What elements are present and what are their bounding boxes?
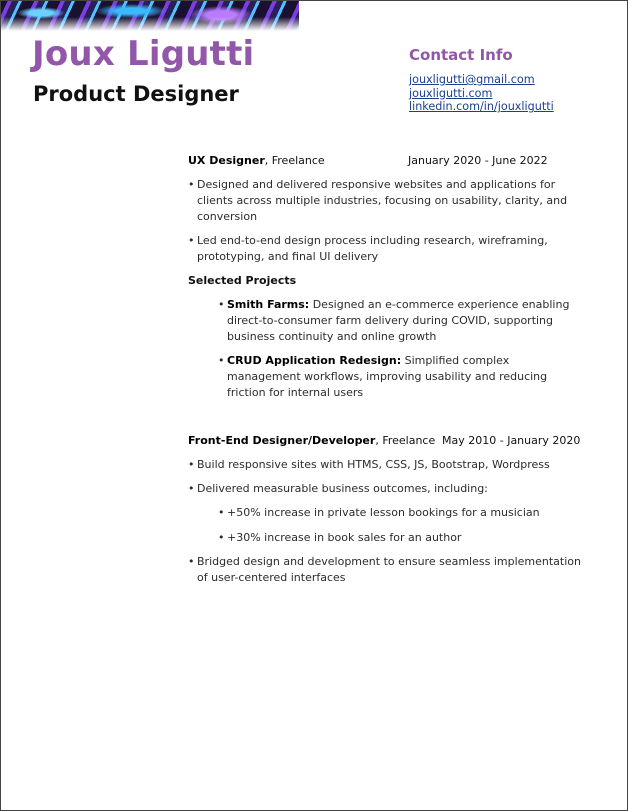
- job-header: [188, 433, 583, 449]
- website-link[interactable]: jouxligutti.com: [409, 86, 493, 100]
- outcome-item: • +50% increase in private lesson bookings for a musician: [218, 506, 540, 519]
- candidate-name: Joux Ligutti: [32, 34, 255, 74]
- project-description: Simplified complex management workflows, improving usability and reducing friction for internal users: [227, 354, 548, 399]
- project-description: Designed an e-commerce experience enabling direct-to-consumer farm delivery during COVID, supporting business continuity and online growth: [227, 298, 570, 343]
- job-role: Front-End Designer/Developer: [188, 434, 376, 447]
- decorative-banner: [1, 1, 299, 31]
- project-name: Smith Farms:: [227, 298, 310, 311]
- contact-heading: Contact Info: [409, 46, 513, 64]
- job-header: [188, 153, 583, 169]
- job-company: , Freelance: [375, 434, 436, 447]
- candidate-title: Product Designer: [33, 82, 239, 106]
- linkedin-link[interactable]: linkedin.com/in/jouxligutti: [409, 100, 554, 113]
- contact-links: [409, 73, 554, 114]
- job-bullet: • Led end-to-end design process including research, wireframing, prototyping, and final UI delivery: [188, 234, 548, 263]
- email-link[interactable]: jouxligutti@gmail.com: [409, 73, 535, 86]
- job-role: UX Designer: [188, 154, 265, 167]
- job-company: , Freelance: [264, 154, 325, 167]
- project-item: • CRUD Application Redesign: Simplified complex management workflows, improving usability and reducing friction for internal users: [218, 354, 548, 399]
- project-name: CRUD Application Redesign:: [227, 354, 402, 367]
- project-item: • Smith Farms: Designed an e-commerce experience enabling direct-to-consumer farm delivery during COVID, supporting business continuity and online growth: [218, 298, 570, 343]
- outcome-item: • +30% increase in book sales for an author: [218, 531, 462, 544]
- job-dates: January 2020 - June 2022: [408, 154, 548, 167]
- job-bullet: • Bridged design and development to ensure seamless implementation of user-centered interfaces: [188, 555, 581, 584]
- job-bullet: • Delivered measurable business outcomes, including:: [188, 482, 488, 495]
- job-bullet: • Build responsive sites with HTMS, CSS, JS, Bootstrap, Wordpress: [188, 458, 550, 471]
- job-bullet: • Designed and delivered responsive websites and applications for clients across multiple industries, focusing on usability, clarity, and conversion: [188, 178, 568, 223]
- projects-heading: Selected Projects: [188, 274, 297, 287]
- job-dates: May 2010 - January 2020: [442, 434, 581, 447]
